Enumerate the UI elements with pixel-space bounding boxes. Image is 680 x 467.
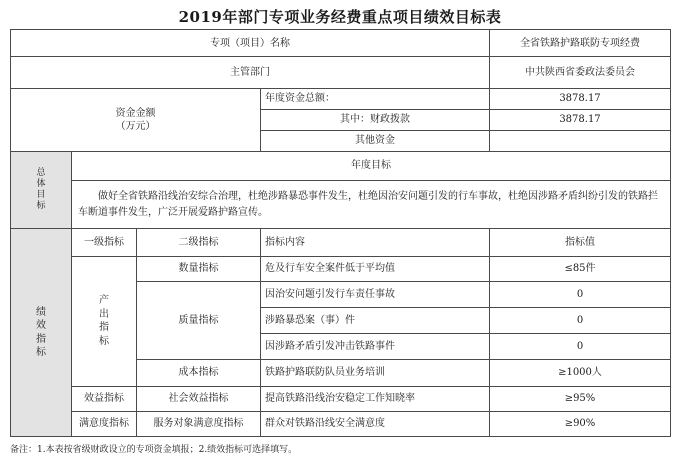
quantity-indicator-label: 数量指标 (137, 256, 261, 281)
project-name-value: 全省铁路护路联防专项经费 (490, 30, 671, 57)
other-funds-value (490, 130, 671, 151)
annual-goal-header: 年度目标 (72, 151, 671, 180)
level2-header: 二级指标 (137, 229, 261, 256)
indicator-content: 涉路暴恐案（事）件 (261, 307, 490, 333)
indicator-header-row (11, 229, 671, 256)
table-row (11, 411, 671, 436)
output-indicator-label (72, 256, 137, 386)
overall-goal-text: 做好全省铁路沿线治安综合治理，杜绝涉路暴恐事件发生，杜绝因治安问题引发的行车事故，杜绝因涉路矛盾纠纷引发的铁路拦车断道事件发生，广泛开展爱路护路宣传。 (72, 181, 671, 229)
page-title: 2019年部门专项业务经费重点项目绩效目标表 (178, 8, 502, 26)
indicator-content: 提高铁路沿线治安稳定工作知晓率 (261, 386, 490, 411)
value-header: 指标值 (490, 229, 671, 256)
service-satisfaction-label: 服务对象满意度指标 (137, 411, 261, 436)
indicator-value: 0 (490, 281, 671, 307)
indicators-label (11, 229, 72, 437)
performance-goal-table (10, 29, 671, 437)
indicator-value: ≥1000人 (490, 360, 671, 386)
output-indicator-text: 产出指标 (99, 295, 109, 347)
indicator-content: 危及行车安全案件低于平均值 (261, 256, 490, 281)
funds-label (11, 88, 261, 151)
department-value: 中共陕西省委政法委员会 (490, 57, 671, 88)
overall-goal-label (11, 151, 72, 229)
overall-goal-header-row (11, 151, 671, 180)
indicator-content: 群众对铁路沿线安全满意度 (261, 411, 490, 436)
fiscal-value: 3878.17 (490, 109, 671, 130)
indicator-content: 因涉路矛盾引发冲击铁路事件 (261, 334, 490, 360)
indicator-value: ≥95% (490, 386, 671, 411)
table-row (11, 386, 671, 411)
indicator-value: ≤85件 (490, 256, 671, 281)
indicators-label-text: 绩效指标 (36, 306, 46, 359)
other-funds-label: 其他资金 (261, 130, 490, 151)
fiscal-label: 其中：财政拨款 (261, 109, 490, 130)
footnote: 备注：1.本表按省级财政设立的专项资金填报；2.绩效指标可选择填写。 (10, 445, 298, 455)
indicator-content: 因治安问题引发行车责任事故 (261, 281, 490, 307)
department-row (11, 57, 671, 88)
department-label: 主管部门 (11, 57, 490, 88)
table-row (11, 256, 671, 281)
project-name-label: 专项（项目）名称 (11, 30, 490, 57)
indicator-value: 0 (490, 307, 671, 333)
content-header: 指标内容 (261, 229, 490, 256)
overall-goal-text-row (11, 181, 671, 229)
funds-label-line1: 资金金额 (115, 107, 156, 119)
satisfaction-indicator-label: 满意度指标 (72, 411, 137, 436)
annual-total-value: 3878.17 (490, 88, 671, 109)
overall-goal-label-text: 总体目标 (36, 168, 46, 211)
annual-total-label: 年度资金总额： (261, 88, 490, 109)
benefit-indicator-label: 效益指标 (72, 386, 137, 411)
project-name-row (11, 30, 671, 57)
annual-total-row (11, 88, 671, 109)
funds-label-line2: （万元） (115, 120, 156, 132)
indicator-value: 0 (490, 334, 671, 360)
social-benefit-label: 社会效益指标 (137, 386, 261, 411)
cost-indicator-label: 成本指标 (137, 360, 261, 386)
level1-header: 一级指标 (72, 229, 137, 256)
quality-indicator-label: 质量指标 (137, 281, 261, 360)
indicator-content: 铁路护路联防队员业务培训 (261, 360, 490, 386)
indicator-value: ≥90% (490, 411, 671, 436)
